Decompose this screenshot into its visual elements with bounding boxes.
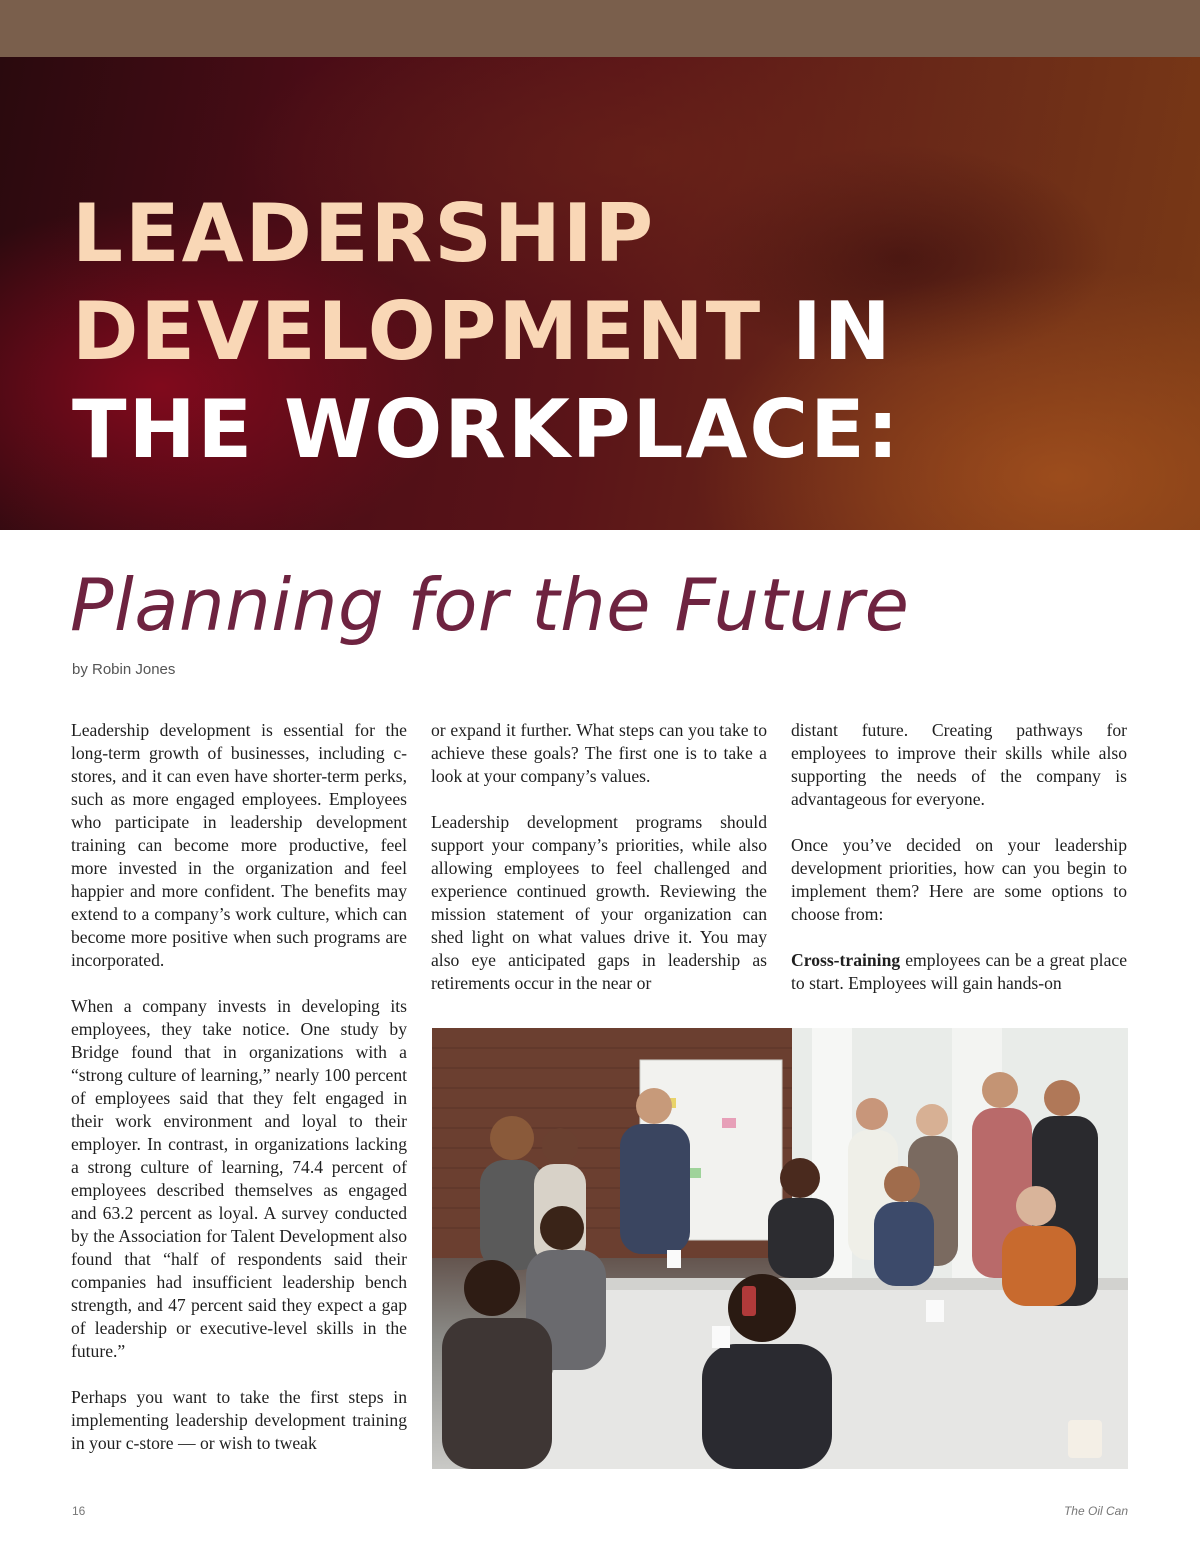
top-color-band <box>0 0 1200 57</box>
title-segment: THE WORKPLACE: <box>72 383 901 476</box>
body-column-3 <box>791 719 1127 995</box>
title-line <box>72 381 1172 479</box>
title-line <box>72 185 1172 283</box>
publication-name: The Oil Can <box>1063 1504 1128 1518</box>
article-subtitle: Planning for the Future <box>70 563 910 647</box>
paragraph: Once you’ve decided on your leadership development priorities, how can you begin to implement them? Here are some options to choose from: <box>791 835 1127 924</box>
photo-illustration <box>432 1028 1128 1469</box>
hero-banner <box>0 57 1200 530</box>
page-number: 16 <box>72 1504 86 1518</box>
title-line <box>72 283 1172 381</box>
paragraph: Leadership development is essential for the long-term growth of businesses, including c-stores, and it can even have shorter-term perks, such as more engaged employees. Employees who participate in leadership development training can become more productive, feel more invested in the organization and feel happier and more confident. The benefits may extend to a company’s work culture, which can become more positive when such programs are incorporated. <box>71 720 407 970</box>
title-segment: DEVELOPMENT <box>72 285 793 378</box>
article-title <box>72 185 1172 479</box>
title-segment: LEADERSHIP <box>72 187 656 280</box>
paragraph: Perhaps you want to take the first steps in implementing leadership development training in your c-store — or wish to tweak <box>71 1387 407 1453</box>
group-meeting-photo <box>432 1028 1128 1469</box>
paragraph: When a company invests in developing its employees, they take notice. One study by Bridge found that in organizations with a “strong culture of learning,” nearly 100 percent of employees said that they felt engaged in their work environment and loyal to their employer. In contrast, in organizations lacking a strong culture of learning, 74.4 percent of employees described themselves as engaged and 63.2 percent as loyal. A survey conducted by the Association for Talent Development also found that “half of respondents said their companies had insufficient leadership bench strength, and 47 percent said they expect a gap of leadership or executive-level skills in the future.” <box>71 996 407 1361</box>
paragraph: Leadership development programs should support your company’s priorities, while also allowing employees to feel challenged and experience continued growth. Reviewing the mission statement of your organization can shed light on what values drive it. You may also eye anticipated gaps in leadership as retirements occur in the near or <box>431 812 767 993</box>
paragraph-text: employees can be a great place to start. Employees will gain hands-on <box>791 950 1127 993</box>
byline: by Robin Jones <box>72 661 176 678</box>
bold-term: Cross-training <box>791 950 901 970</box>
body-column-2 <box>431 719 767 995</box>
paragraph: distant future. Creating pathways for employees to improve their skills while also supporting the needs of the company is advantageous for everyone. <box>791 720 1127 809</box>
paragraph <box>791 949 1127 995</box>
body-column-1 <box>71 719 407 1455</box>
title-segment: IN <box>792 285 893 378</box>
paragraph: or expand it further. What steps can you take to achieve these goals? The first one is to take a look at your company’s values. <box>431 720 767 786</box>
